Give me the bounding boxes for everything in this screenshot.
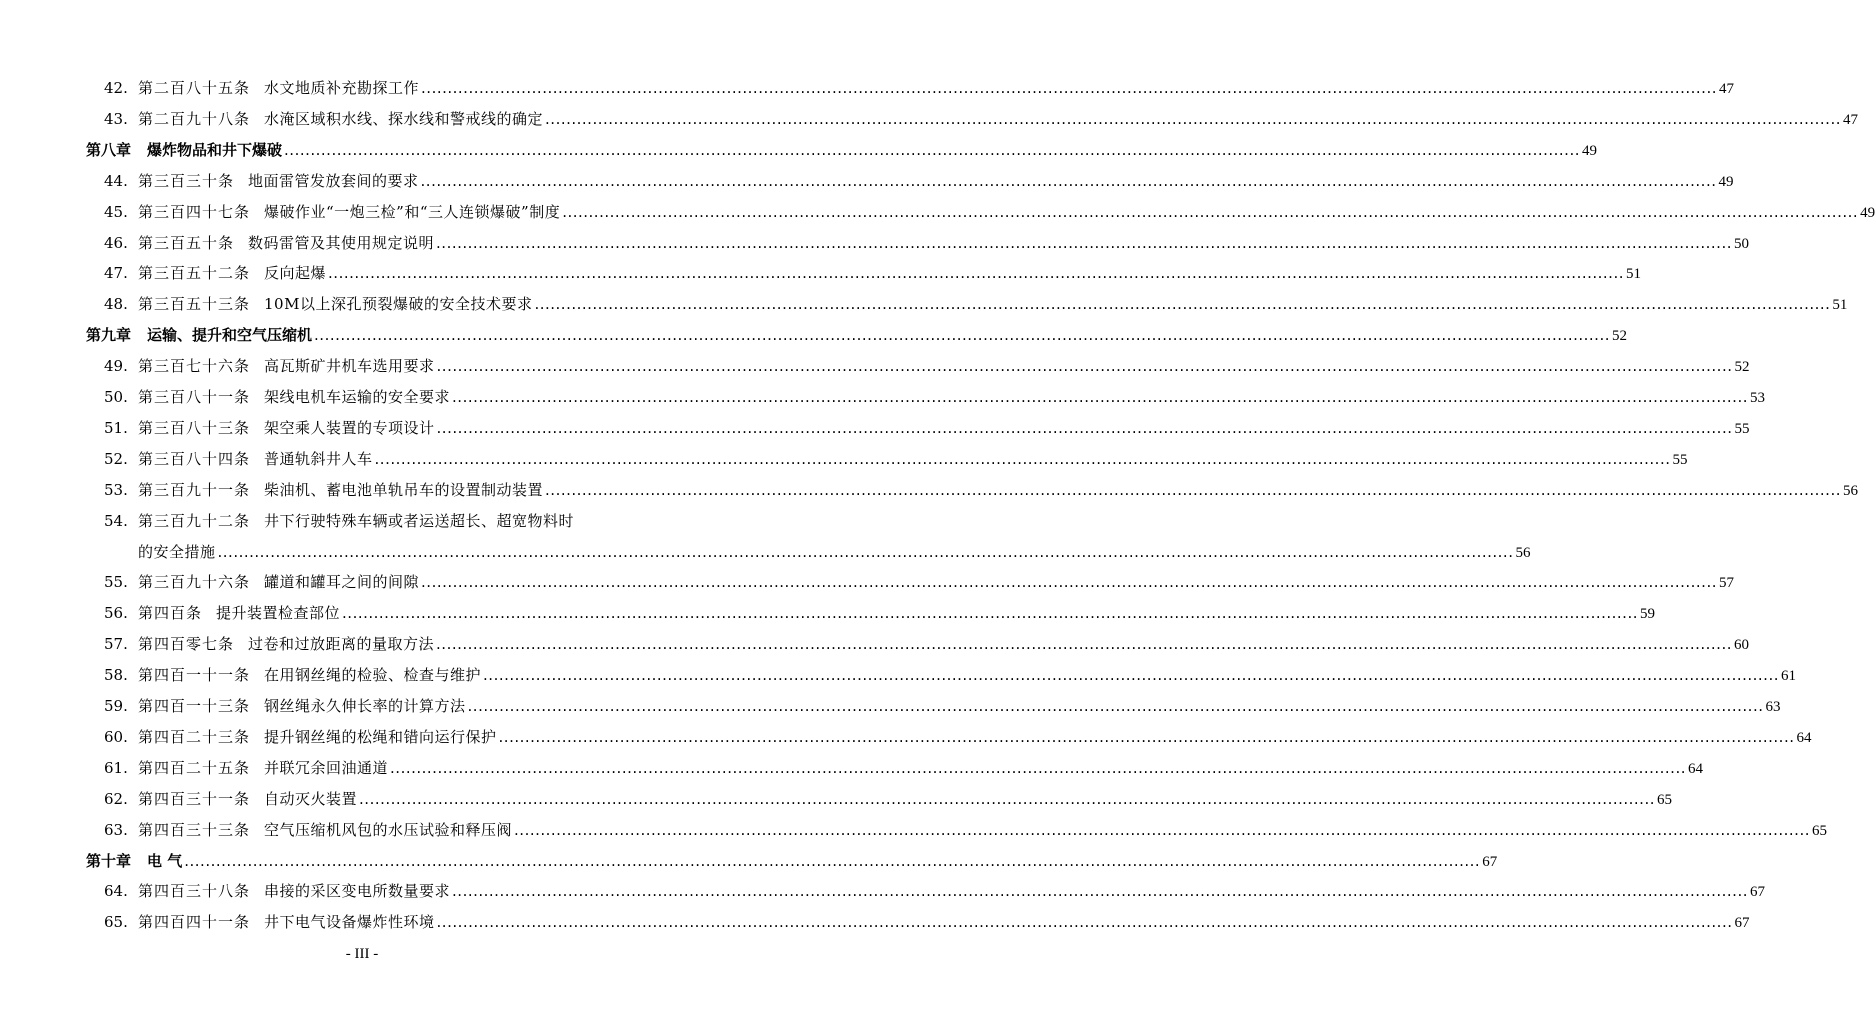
- dot-leader: [184, 851, 1480, 871]
- dot-leader: [314, 325, 1610, 345]
- page-number: 65: [1811, 823, 1827, 839]
- article-label: 第三百五十二条: [138, 264, 251, 282]
- page-number: 51: [1832, 297, 1848, 313]
- dot-leader: [452, 881, 1748, 901]
- toc-entry: [104, 696, 1781, 717]
- page-number: 67: [1734, 915, 1750, 931]
- page-number-footer: - III -: [345, 946, 379, 962]
- toc-entry: [104, 171, 1734, 192]
- entry-title: 运输、提升和空气压缩机: [147, 326, 313, 344]
- article-label: 第四百零七条: [138, 635, 235, 653]
- entry-number: 43.: [104, 110, 128, 128]
- page-number: 47: [1718, 81, 1734, 97]
- dot-leader: [562, 202, 1858, 222]
- dot-leader: [375, 449, 1671, 469]
- toc-chapter-heading: [86, 325, 1627, 346]
- page-number: 61: [1780, 668, 1796, 684]
- article-label: 第三百七十六条: [138, 357, 251, 375]
- article-label: 第四百一十一条: [138, 666, 251, 684]
- article-label: 第三百四十七条: [138, 203, 251, 221]
- entry-number: 64.: [104, 882, 128, 900]
- article-label: 第四百二十五条: [138, 759, 251, 777]
- entry-number: 60.: [104, 728, 128, 746]
- article-label: 第三百八十一条: [138, 388, 251, 406]
- page-number: 56: [1515, 545, 1531, 561]
- page-number: 49: [1718, 174, 1734, 190]
- toc-entry: [104, 789, 1672, 810]
- dot-leader: [545, 109, 1841, 129]
- article-label: 第四百三十一条: [138, 790, 251, 808]
- dot-leader: [436, 233, 1732, 253]
- toc-entry: [104, 387, 1765, 408]
- page-number: 53: [1749, 390, 1765, 406]
- entry-number: 62.: [104, 790, 128, 808]
- toc-entry: [104, 109, 1858, 130]
- entry-title: 爆破作业“一炮三检”和“三人连锁爆破”制度: [264, 203, 561, 221]
- dot-leader: [437, 356, 1733, 376]
- entry-title: 空气压缩机风包的水压试验和释压阀: [264, 821, 513, 839]
- toc-entry: [104, 202, 1875, 223]
- entry-title: 串接的采区变电所数量要求: [264, 882, 451, 900]
- toc-entry: [104, 881, 1765, 902]
- dot-leader: [534, 294, 1830, 314]
- entry-number: 55.: [104, 573, 128, 591]
- entry-title: 的安全措施: [138, 543, 216, 561]
- entry-title: 自动灭火装置: [264, 790, 358, 808]
- entry-number: 51.: [104, 419, 128, 437]
- page-number: 52: [1734, 359, 1750, 375]
- entry-number: 57.: [104, 635, 128, 653]
- toc-entry: [104, 603, 1655, 624]
- page-number: 67: [1482, 854, 1498, 870]
- article-label: 第三百五十三条: [138, 295, 251, 313]
- entry-title: 在用钢丝绳的检验、检查与维护: [264, 666, 482, 684]
- entry-number: 47.: [104, 264, 128, 282]
- dot-leader: [483, 665, 1779, 685]
- entry-number: 61.: [104, 759, 128, 777]
- toc-chapter-heading: [86, 140, 1597, 161]
- page-number: 47: [1842, 112, 1858, 128]
- entry-title: 提升装置检查部位: [216, 604, 341, 622]
- entry-number: 54.: [104, 512, 128, 530]
- page-number: 56: [1842, 483, 1858, 499]
- entry-number: 49.: [104, 357, 128, 375]
- toc-entry: [104, 294, 1848, 315]
- toc-entry: [104, 912, 1750, 933]
- toc-entry: [104, 418, 1750, 439]
- toc-entry: [104, 572, 1734, 593]
- page-number: 51: [1625, 266, 1641, 282]
- entry-title: 水文地质补充勘探工作: [264, 79, 420, 97]
- entry-title: 高瓦斯矿井机车选用要求: [264, 357, 435, 375]
- entry-title: 钢丝绳永久伸长率的计算方法: [264, 697, 466, 715]
- entry-number: 42.: [104, 79, 128, 97]
- entry-number: 56.: [104, 604, 128, 622]
- entry-number: 65.: [104, 913, 128, 931]
- entry-title: 罐道和罐耳之间的间隙: [264, 573, 420, 591]
- page-number: 60: [1733, 637, 1749, 653]
- toc-entry: [138, 542, 1531, 563]
- toc-entry: [104, 634, 1749, 655]
- article-label: 第三百三十条: [138, 172, 235, 190]
- entry-title: 架空乘人装置的专项设计: [264, 419, 435, 437]
- toc-entry: [104, 263, 1641, 284]
- dot-leader: [437, 912, 1733, 932]
- entry-title: 地面雷管发放套间的要求: [248, 172, 419, 190]
- dot-leader: [342, 603, 1638, 623]
- dot-leader: [421, 572, 1717, 592]
- page-number: 49: [1860, 205, 1875, 221]
- article-label: 第四百三十三条: [138, 821, 251, 839]
- article-label: 第四百条: [138, 604, 203, 622]
- dot-leader: [390, 758, 1686, 778]
- entry-number: 63.: [104, 821, 128, 839]
- toc-entry: [104, 356, 1750, 377]
- article-label: 第三百九十一条: [138, 481, 251, 499]
- toc-entry: [104, 727, 1812, 748]
- page-number: 67: [1749, 884, 1765, 900]
- entry-number: 50.: [104, 388, 128, 406]
- article-label: 第三百五十条: [138, 234, 235, 252]
- dot-leader: [514, 820, 1810, 840]
- entry-number: 53.: [104, 481, 128, 499]
- page-number: 64: [1687, 761, 1703, 777]
- dot-leader: [436, 634, 1732, 654]
- article-label: 第三百九十二条: [138, 512, 251, 530]
- page-number: 63: [1765, 699, 1781, 715]
- dot-leader: [359, 789, 1655, 809]
- toc-entry: [104, 820, 1827, 841]
- dot-leader: [437, 418, 1733, 438]
- dot-leader: [421, 171, 1717, 191]
- article-label: 第三百八十四条: [138, 450, 251, 468]
- chapter-label: 第十章: [86, 852, 132, 870]
- entry-number: 59.: [104, 697, 128, 715]
- entry-title: 爆炸物品和井下爆破: [147, 141, 283, 159]
- entry-number: 46.: [104, 234, 128, 252]
- page-number: 65: [1656, 792, 1672, 808]
- entry-title: 水淹区域积水线、探水线和警戒线的确定: [264, 110, 544, 128]
- entry-number: 48.: [104, 295, 128, 313]
- dot-leader: [421, 78, 1717, 98]
- article-label: 第四百二十三条: [138, 728, 251, 746]
- entry-number: 45.: [104, 203, 128, 221]
- page-number: 49: [1581, 143, 1597, 159]
- entry-title: 过卷和过放距离的量取方法: [248, 635, 435, 653]
- page-number: 55: [1672, 452, 1688, 468]
- entry-title: 电 气: [147, 852, 183, 870]
- article-label: 第二百九十八条: [138, 110, 251, 128]
- page-number: 52: [1611, 328, 1627, 344]
- page-number: 57: [1718, 575, 1734, 591]
- toc-chapter-heading: [86, 851, 1498, 872]
- dot-leader: [452, 387, 1748, 407]
- entry-title: 提升钢丝绳的松绳和错向运行保护: [264, 728, 497, 746]
- toc-entry: [104, 449, 1688, 470]
- entry-title: 并联冗余回油通道: [264, 759, 389, 777]
- chapter-label: 第八章: [86, 141, 132, 159]
- dot-leader: [545, 480, 1841, 500]
- article-label: 第四百四十一条: [138, 913, 251, 931]
- article-label: 第二百八十五条: [138, 79, 251, 97]
- entry-title: 反向起爆: [264, 264, 327, 282]
- entry-number: 52.: [104, 450, 128, 468]
- dot-leader: [328, 263, 1624, 283]
- entry-title: 普通轨斜井人车: [264, 450, 373, 468]
- dot-leader: [284, 140, 1580, 160]
- page-number: 50: [1733, 236, 1749, 252]
- dot-leader: [468, 696, 1764, 716]
- dot-leader: [499, 727, 1795, 747]
- article-label: 第四百一十三条: [138, 697, 251, 715]
- toc-entry: [104, 511, 656, 531]
- toc-entry: [104, 665, 1796, 686]
- entry-number: 58.: [104, 666, 128, 684]
- entry-title: 10M以上深孔预裂爆破的安全技术要求: [264, 295, 533, 313]
- toc-entry: [104, 233, 1749, 254]
- dot-leader: [218, 542, 1514, 562]
- chapter-label: 第九章: [86, 326, 132, 344]
- article-label: 第三百八十三条: [138, 419, 251, 437]
- toc-entry: [104, 758, 1703, 779]
- entry-title: 柴油机、蓄电池单轨吊车的设置制动装置: [264, 481, 544, 499]
- page-number: 64: [1796, 730, 1812, 746]
- page-number: 59: [1639, 606, 1655, 622]
- entry-title: 数码雷管及其使用规定说明: [248, 234, 435, 252]
- entry-title: 架线电机车运输的安全要求: [264, 388, 451, 406]
- entry-number: 44.: [104, 172, 128, 190]
- entry-title: 井下行驶特殊车辆或者运送超长、超宽物料时: [264, 512, 575, 530]
- page-number: 55: [1734, 421, 1750, 437]
- toc-entry: [104, 78, 1734, 99]
- article-label: 第四百三十八条: [138, 882, 251, 900]
- article-label: 第三百九十六条: [138, 573, 251, 591]
- entry-title: 井下电气设备爆炸性环境: [264, 913, 435, 931]
- toc-entry: [104, 480, 1858, 501]
